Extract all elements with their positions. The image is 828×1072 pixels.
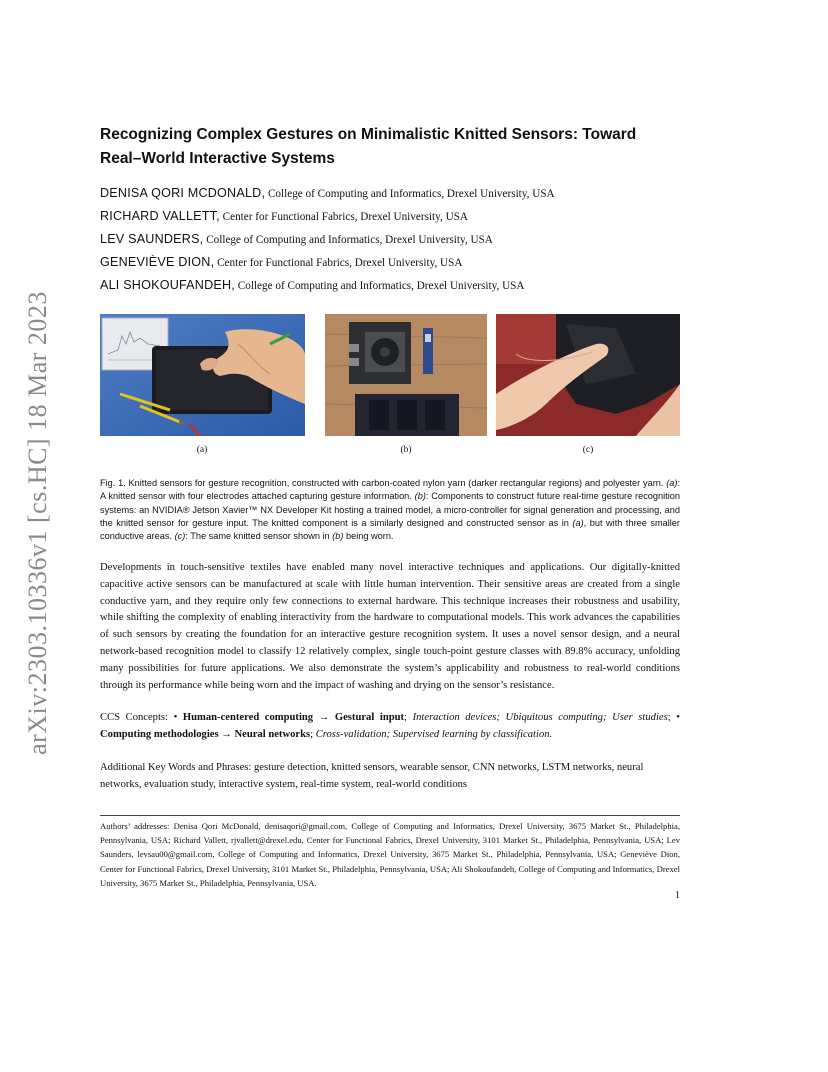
caption-text: Knitted sensors for gesture recognition, constructed with carbon-coated nylon yarn (darker rectangular regions) and polyester yarn. — [125, 478, 667, 488]
caption-ref: (b) — [414, 491, 426, 502]
author-entry — [100, 274, 680, 297]
arxiv-side-stamp — [16, 285, 60, 760]
title-line-2: Real–World Interactive Systems — [100, 150, 335, 167]
photo-knitted-sensor-electrodes — [100, 314, 305, 436]
abstract: Developments in touch-sensitive textiles have enabled many novel interactive techniques and applications. Our digitally-knitted capacitive active sensors can be manufactured at scale with little human intervention. Their sensitive areas are created from a single conductive yarn, and they require only few connections to external hardware. This technique increases their robustness and usability, while shifting the complexity of enabling interactivity from the hardware to computational models. This work advances the capabilities of such sensors by creating the foundation for an interactive gesture recognition system. It uses a novel sensor design, and a neural network-based recognition model to classify 12 relatively complex, single touch-point gesture classes with 89.8% accuracy, unfolding many possibilities for future applications. We also demonstrate the system’s applicability and robustness to real-world conditions through its performance while being worn and the impact of washing and drying on the sensor’s resistance. — [100, 562, 680, 691]
author-name: LEV SAUNDERS, — [100, 232, 204, 246]
authors-addresses: Authors’ addresses: Denisa Qori McDonald, denisaqori@gmail.com, College of Computing and Informatics, Drexel University, 3675 Market St., Philadelphia, Pennsylvania, USA; Richard Vallett, rjvallett@drexel.edu, Center for Functional Fabrics, Drexel University, 3101 Market St., Philadelphia, Pennsylvania, USA; Lev Saunders, levsau00@gmail.com, College of Computing and Informatics, Drexel University, 3675 Market St., Philadelphia, Pennsylvania, USA; Geneviève Dion, Center for Functional Fabrics, Drexel University, 3101 Market St., Philadelphia, Pennsylvania, USA; Ali Shokoufandeh, College of Computing and Informatics, Drexel University, 3675 Market St., Philadelphia, Pennsylvania, USA. — [100, 821, 680, 888]
caption-ref: (b) — [332, 531, 344, 542]
author-affiliation: College of Computing and Informatics, Drexel University, USA — [203, 234, 493, 246]
figure-1 — [100, 314, 680, 459]
author-affiliation: Center for Functional Fabrics, Drexel University, USA — [219, 211, 468, 223]
additional-keywords: Additional Key Words and Phrases: gesture detection, knitted sensors, wearable sensor, CNN networks, LSTM networks, neural networks, evaluation study, interactive system, real-time system, real-world conditions — [100, 762, 644, 790]
page-number: 1 — [675, 890, 680, 901]
author-affiliation: College of Computing and Informatics, Drexel University, USA — [234, 280, 525, 292]
caption-text: being worn. — [343, 531, 394, 542]
author-entry — [100, 182, 680, 205]
author-name: DENISA QORI MCDONALD, — [100, 186, 266, 200]
author-name: RICHARD VALLETT, — [100, 209, 220, 223]
caption-ref: (a) — [572, 517, 584, 528]
title-line-1: Recognizing Complex Gestures on Minimalistic Knitted Sensors: Toward — [100, 126, 637, 143]
ccs-sep: ; — [310, 729, 316, 740]
paper-title — [100, 123, 680, 171]
ccs-subconcepts: Cross-validation; Supervised learning by classification. — [315, 729, 553, 740]
author-entry — [100, 205, 680, 228]
figure-panel-b — [325, 314, 487, 436]
author-entry — [100, 228, 680, 251]
figure-panel-c — [496, 314, 680, 436]
ccs-lead: CCS Concepts: • — [100, 712, 183, 723]
author-list — [100, 182, 680, 297]
figure-sublabel-c: (c) — [582, 445, 594, 455]
author-entry — [100, 251, 680, 274]
caption-text: , but with three smaller conductive areas. — [100, 517, 680, 542]
footnote-rule — [100, 815, 680, 816]
ccs-sep: ; — [404, 712, 413, 723]
figure-panel-a — [100, 314, 305, 436]
author-name: ALI SHOKOUFANDEH, — [100, 278, 235, 292]
figure-label: Fig. 1. — [100, 478, 126, 488]
photo-worn-sensor — [496, 314, 680, 436]
author-name: GENEVIÈVE DION, — [100, 255, 215, 269]
caption-text: : A knitted sensor with four electrodes attached capturing gesture information. — [100, 478, 680, 502]
caption-ref: (c) — [174, 531, 186, 542]
photo-developer-kit-components — [325, 314, 487, 436]
ccs-concepts — [100, 709, 680, 743]
caption-text: : The same knitted sensor shown in — [185, 531, 333, 542]
caption-ref: (a) — [666, 478, 678, 488]
ccs-concept: Human-centered computing → Gestural input — [182, 712, 405, 723]
ccs-sep: ; • — [667, 712, 680, 723]
ccs-concept: Computing methodologies → Neural networks — [100, 729, 311, 740]
author-affiliation: Center for Functional Fabrics, Drexel University, USA — [214, 257, 463, 269]
caption-text: : Components to construct future real-time gesture recognition systems: an NVIDIA® Jetson Xavier™ NX Developer Kit hosting a trained model, a micro-controller for signal generation and processing, and the knitted sensor for gesture input. The knitted component is a similarly designed and constructed sensor as in — [100, 491, 680, 528]
figure-sublabel-a: (a) — [196, 445, 208, 455]
ccs-subconcepts: Interaction devices; Ubiquitous computing; User studies — [412, 712, 668, 723]
author-affiliation: College of Computing and Informatics, Drexel University, USA — [265, 188, 555, 200]
figure-sublabel-b: (b) — [400, 445, 412, 455]
figure-caption — [100, 477, 680, 543]
arxiv-identifier: arXiv:2303.10336v1 [cs.HC] 18 Mar 2023 — [23, 290, 52, 755]
